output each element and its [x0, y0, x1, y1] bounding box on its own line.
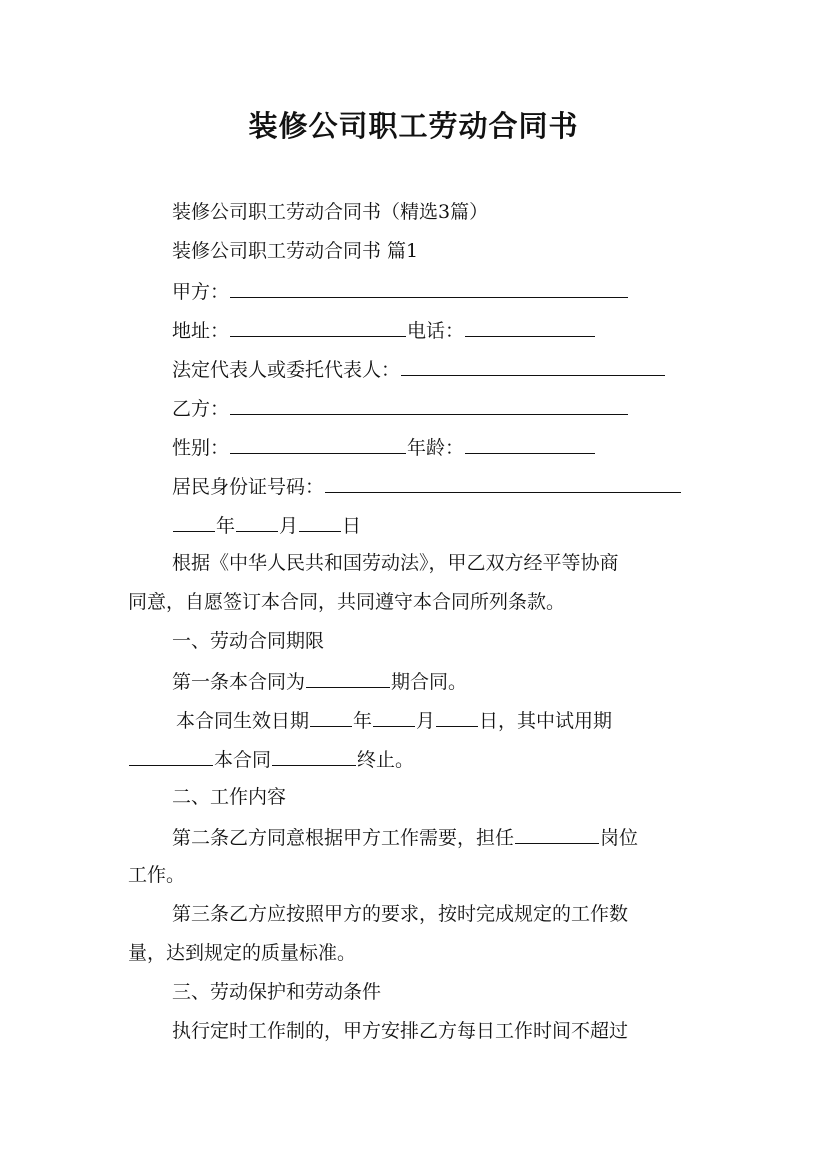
- party-a-row: [172, 277, 629, 305]
- effective-year-blank: [310, 706, 352, 727]
- effective-text-a: 本合同生效日期: [176, 710, 310, 732]
- effective-day: 日，其中试用期: [479, 710, 613, 732]
- id-row: [172, 472, 682, 500]
- date-month: 月: [279, 515, 299, 537]
- probation-blank: [129, 745, 213, 766]
- legal-rep-blank: [401, 355, 665, 376]
- legal-rep-label: 法定代表人或委托代表人：: [172, 359, 401, 381]
- position-blank: [515, 823, 599, 844]
- para1-line1: 根据《中华人民共和国劳动法》，甲乙双方经平等协商: [172, 552, 619, 574]
- party-a-blank: [230, 277, 628, 298]
- document-title: 装修公司职工劳动合同书: [248, 109, 579, 143]
- article1-text-a: 第一条本合同为: [172, 671, 306, 693]
- article1-row: [172, 667, 467, 695]
- id-label: 居民身份证号码：: [172, 476, 325, 498]
- article2-line2: 工作。: [128, 864, 186, 886]
- date-day: 日: [342, 515, 362, 537]
- effective-line2-end: 终止。: [357, 749, 415, 771]
- month-blank: [236, 511, 278, 532]
- party-b-label: 乙方：: [172, 398, 230, 420]
- article2-text-b: 岗位: [600, 827, 639, 849]
- address-label: 地址：: [172, 320, 230, 342]
- article2-row: [172, 823, 638, 851]
- phone-blank: [465, 316, 595, 337]
- id-blank: [325, 472, 681, 493]
- effective-date-row-2: [128, 745, 414, 773]
- part-heading: 装修公司职工劳动合同书 篇1: [172, 240, 419, 262]
- day-blank: [299, 511, 341, 532]
- section3-heading: 三、劳动保护和劳动条件: [172, 981, 382, 1003]
- date-row: [172, 511, 361, 539]
- article3-line2: 量，达到规定的质量标准。: [128, 942, 357, 964]
- gender-blank: [230, 433, 406, 454]
- party-a-label: 甲方：: [172, 281, 230, 303]
- article2-text-a: 第二条乙方同意根据甲方工作需要，担任: [172, 827, 515, 849]
- age-label: 年龄：: [407, 437, 465, 459]
- effective-line2-mid: 本合同: [214, 749, 272, 771]
- article1-text-b: 期合同。: [391, 671, 468, 693]
- gender-row: [172, 433, 596, 461]
- effective-year: 年: [353, 710, 373, 732]
- address-row: [172, 316, 596, 344]
- para1-line2: 同意，自愿签订本合同，共同遵守本合同所列条款。: [128, 591, 566, 613]
- year-blank: [173, 511, 215, 532]
- effective-month-blank: [373, 706, 415, 727]
- address-blank: [230, 316, 406, 337]
- age-blank: [465, 433, 595, 454]
- effective-month: 月: [416, 710, 436, 732]
- gender-label: 性别：: [172, 437, 230, 459]
- phone-label: 电话：: [407, 320, 465, 342]
- section1-heading: 一、劳动合同期限: [172, 630, 325, 652]
- legal-rep-row: [172, 355, 666, 383]
- contract-type-blank: [306, 667, 390, 688]
- section2-heading: 二、工作内容: [172, 786, 287, 808]
- date-year: 年: [216, 515, 236, 537]
- effective-date-row: [176, 706, 612, 734]
- party-b-blank: [230, 394, 628, 415]
- document-subtitle: 装修公司职工劳动合同书（精选3篇）: [172, 201, 489, 223]
- effective-day-blank: [436, 706, 478, 727]
- last-line: 执行定时工作制的，甲方安排乙方每日工作时间不超过: [172, 1020, 629, 1042]
- party-b-row: [172, 394, 629, 422]
- article3-line1: 第三条乙方应按照甲方的要求，按时完成规定的工作数: [172, 903, 629, 925]
- termination-blank: [272, 745, 356, 766]
